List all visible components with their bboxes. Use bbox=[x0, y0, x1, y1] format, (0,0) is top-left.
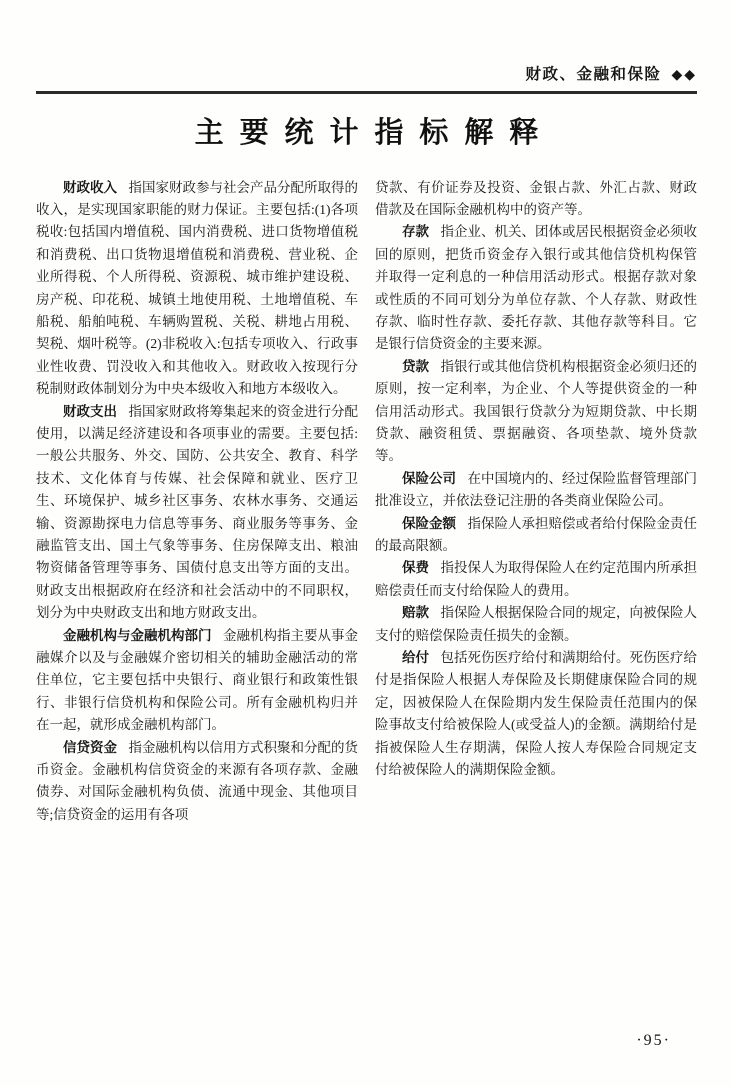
definition-paragraph bbox=[375, 468, 697, 513]
term-label: 存款 bbox=[402, 224, 430, 240]
term-label: 金融机构与金融机构部门 bbox=[63, 627, 212, 643]
continuation-paragraph bbox=[375, 177, 697, 222]
term-label: 赔款 bbox=[402, 605, 430, 621]
definition-paragraph bbox=[375, 647, 697, 781]
term-label: 保费 bbox=[402, 560, 430, 576]
term-label: 贷款 bbox=[402, 358, 430, 374]
term-label: 信贷资金 bbox=[63, 739, 118, 755]
definition-paragraph bbox=[36, 737, 358, 827]
diamond-icons: ◆◆ bbox=[671, 68, 697, 83]
term-label: 财政收入 bbox=[63, 179, 118, 195]
definition-paragraph bbox=[375, 356, 697, 468]
term-label: 保险金额 bbox=[402, 515, 457, 531]
term-label: 财政支出 bbox=[63, 403, 118, 419]
definition-paragraph bbox=[36, 401, 358, 625]
term-label: 给付 bbox=[402, 650, 430, 666]
page-title: 主要统计指标解释 bbox=[194, 116, 555, 149]
definition-paragraph bbox=[375, 221, 697, 355]
definition-text: 在中国境内的、经过保险监督管理部门批准设立，并依法登记注册的各类商业保险公司。 bbox=[375, 470, 698, 509]
right-column bbox=[375, 177, 697, 827]
definition-paragraph bbox=[375, 602, 697, 647]
term-label: 保险公司 bbox=[402, 470, 457, 486]
definition-text: 贷款、有价证券及投资、金银占款、外汇占款、财政借款及在国际金融机构中的资产等。 bbox=[375, 179, 697, 217]
page-number: ·95· bbox=[636, 1032, 671, 1049]
definition-paragraph bbox=[375, 557, 697, 602]
definition-text: 金融机构指主要从事金融媒介以及与金融媒介密切相关的辅助金融活动的常住单位，它主要包括中央银行、商业银行和政策性银行、非银行信贷机构和保险公司。所有金融机构归并在一起，就形成金融机构部门。 bbox=[36, 627, 359, 733]
content-columns bbox=[36, 177, 697, 827]
definition-paragraph bbox=[36, 625, 358, 737]
definition-text: 指金融机构以信用方式积聚和分配的货币资金。金融机构信贷资金的来源有各项存款、金融债券、对国际金融机构负债、流通中现金、其他项目等;信贷资金的运用有各项 bbox=[36, 739, 359, 822]
definition-text: 指银行或其他信贷机构根据资金必须归还的原则，按一定利率，为企业、个人等提供资金的一种信用活动形式。我国银行贷款分为短期贷款、中长期贷款、融资租赁、票据融资、各项垫款、境外贷款等。 bbox=[375, 358, 698, 464]
definition-text: 指保险人根据保险合同的规定，向被保险人支付的赔偿保险责任损失的金额。 bbox=[375, 605, 698, 643]
definition-text: 包括死伤医疗给付和满期给付。死伤医疗给付是指保险人根据人寿保险及长期健康保险合同的规定，因被保险人在保险期内发生保险责任范围内的保险事故支付给被保险人(或受益人)的金额。满期给付是指被保险人生存期满，保险人按人寿保险合同规定支付给被保险人的满期保险金额。 bbox=[375, 650, 698, 778]
left-column bbox=[36, 177, 358, 827]
header-rule bbox=[36, 91, 697, 94]
definition-paragraph bbox=[36, 177, 358, 401]
definition-text: 指企业、机关、团体或居民根据资金必须收回的原则，把货币资金存入银行或其他信贷机构保管并取得一定利息的一种信用活动形式。根据存款对象或性质的不同可划分为单位存款、个人存款、财政性存款、临时性存款、委托存款、其他存款等科目。它是银行信贷资金的主要来源。 bbox=[375, 224, 698, 352]
section-header bbox=[36, 62, 697, 84]
definition-text: 指投保人为取得保险人在约定范围内所承担赔偿责任而支付给保险人的费用。 bbox=[375, 560, 698, 598]
section-header-label: 财政、金融和保险 bbox=[525, 66, 662, 83]
definition-paragraph bbox=[375, 513, 697, 558]
definition-text: 指国家财政将筹集起来的资金进行分配使用，以满足经济建设和各项事业的需要。主要包括:一般公共服务、外交、国防、公共安全、教育、科学技术、文化体育与传媒、社会保障和就业、医疗卫生、环境保护、城乡社区事务、农林水事务、交通运输、资源勘探电力信息等事务、商业服务等事务、金融监管支出、国土气象等事务、住房保障支出、粮油物资储备管理等事务、国债付息支出等方面的支出。财政支出根据政府在经济和社会活动中的不同职权，划分为中央财政支出和地方财政支出。 bbox=[36, 403, 359, 621]
definition-text: 指保险人承担赔偿或者给付保险金责任的最高限额。 bbox=[375, 515, 698, 553]
definition-text: 指国家财政参与社会产品分配所取得的收入，是实现国家职能的财力保证。主要包括:(1)各项税收:包括国内增值税、国内消费税、进口货物增值税和消费税、出口货物退增值税和消费税、营业税、企业所得税、个人所得税、资源税、城市维护建设税、房产税、印花税、城镇土地使用税、土地增值税、车船税、船舶吨税、车辆购置税、关税、耕地占用税、契税、烟叶税等。(2)非税收入:包括专项收入、行政事业性收费、罚没收入和其他收入。财政收入按现行分税制财政体制划分为中央本级收入和地方本级收入。 bbox=[36, 179, 359, 397]
